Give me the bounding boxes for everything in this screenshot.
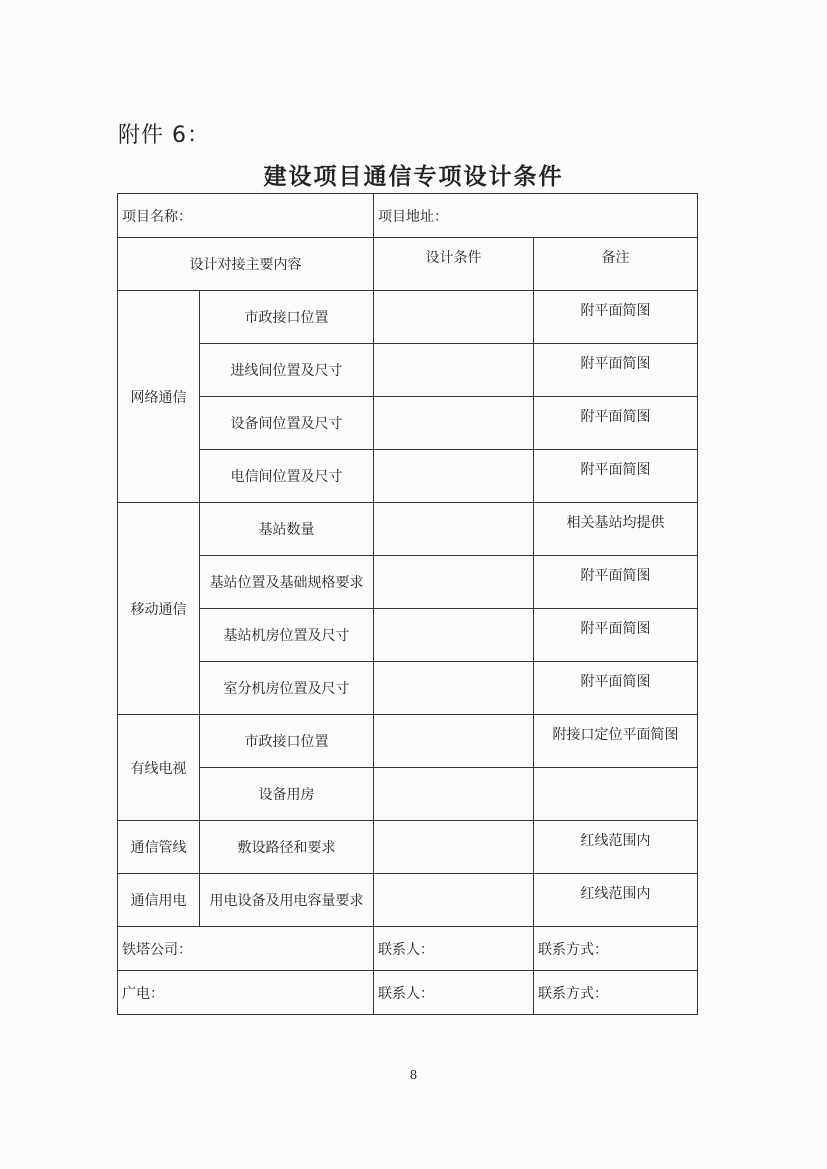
header-conditions: 设计条件 xyxy=(374,238,534,291)
header-notes: 备注 xyxy=(534,238,698,291)
condition-cell[interactable] xyxy=(374,609,534,662)
condition-cell[interactable] xyxy=(374,874,534,927)
category-cell: 通信管线 xyxy=(118,821,200,874)
broadcast-phone-field[interactable]: 联系方式： xyxy=(534,971,698,1015)
table-row xyxy=(118,291,698,344)
note-cell: 附平面简图 xyxy=(534,450,698,503)
condition-cell[interactable] xyxy=(374,715,534,768)
broadcast-row xyxy=(118,971,698,1015)
header-row xyxy=(118,238,698,291)
note-cell xyxy=(534,768,698,821)
note-cell: 附平面简图 xyxy=(534,662,698,715)
tower-company-row xyxy=(118,927,698,971)
item-cell: 市政接口位置 xyxy=(200,291,374,344)
item-cell: 基站位置及基础规格要求 xyxy=(200,556,374,609)
item-cell: 进线间位置及尺寸 xyxy=(200,344,374,397)
item-cell: 基站数量 xyxy=(200,503,374,556)
table-row xyxy=(118,821,698,874)
condition-cell[interactable] xyxy=(374,768,534,821)
note-cell: 附平面简图 xyxy=(534,291,698,344)
project-info-row xyxy=(118,194,698,238)
table-row xyxy=(118,609,698,662)
item-cell: 用电设备及用电容量要求 xyxy=(200,874,374,927)
note-cell: 附平面简图 xyxy=(534,344,698,397)
category-cell: 移动通信 xyxy=(118,503,200,715)
attachment-label: 附件 6： xyxy=(118,123,210,148)
page-number: 8 xyxy=(409,1068,418,1082)
category-cell: 网络通信 xyxy=(118,291,200,503)
condition-cell[interactable] xyxy=(374,397,534,450)
tower-company-field[interactable]: 铁塔公司： xyxy=(118,927,374,971)
table-row xyxy=(118,344,698,397)
project-address-field[interactable]: 项目地址： xyxy=(374,194,698,238)
document-title: 建设项目通信专项设计条件 xyxy=(263,163,564,190)
note-cell: 相关基站均提供 xyxy=(534,503,698,556)
condition-cell[interactable] xyxy=(374,291,534,344)
item-cell: 基站机房位置及尺寸 xyxy=(200,609,374,662)
project-name-field[interactable]: 项目名称： xyxy=(118,194,374,238)
tower-phone-field[interactable]: 联系方式： xyxy=(534,927,698,971)
category-cell: 有线电视 xyxy=(118,715,200,821)
table-row xyxy=(118,503,698,556)
table-row xyxy=(118,397,698,450)
table-row xyxy=(118,662,698,715)
item-cell: 设备间位置及尺寸 xyxy=(200,397,374,450)
tower-contact-field[interactable]: 联系人： xyxy=(374,927,534,971)
table-row xyxy=(118,874,698,927)
broadcast-contact-field[interactable]: 联系人： xyxy=(374,971,534,1015)
header-content: 设计对接主要内容 xyxy=(118,238,374,291)
note-cell: 附平面简图 xyxy=(534,609,698,662)
condition-cell[interactable] xyxy=(374,503,534,556)
note-cell: 附平面简图 xyxy=(534,556,698,609)
item-cell: 设备用房 xyxy=(200,768,374,821)
item-cell: 电信间位置及尺寸 xyxy=(200,450,374,503)
table-row xyxy=(118,715,698,768)
item-cell: 室分机房位置及尺寸 xyxy=(200,662,374,715)
condition-cell[interactable] xyxy=(374,344,534,397)
category-cell: 通信用电 xyxy=(118,874,200,927)
condition-cell[interactable] xyxy=(374,662,534,715)
note-cell: 附平面简图 xyxy=(534,397,698,450)
broadcast-company-field[interactable]: 广电： xyxy=(118,971,374,1015)
table-row xyxy=(118,556,698,609)
item-cell: 市政接口位置 xyxy=(200,715,374,768)
note-cell: 红线范围内 xyxy=(534,821,698,874)
note-cell: 红线范围内 xyxy=(534,874,698,927)
table-row xyxy=(118,450,698,503)
table-row xyxy=(118,768,698,821)
condition-cell[interactable] xyxy=(374,556,534,609)
note-cell: 附接口定位平面简图 xyxy=(534,715,698,768)
design-conditions-table xyxy=(117,193,698,1015)
condition-cell[interactable] xyxy=(374,450,534,503)
item-cell: 敷设路径和要求 xyxy=(200,821,374,874)
condition-cell[interactable] xyxy=(374,821,534,874)
